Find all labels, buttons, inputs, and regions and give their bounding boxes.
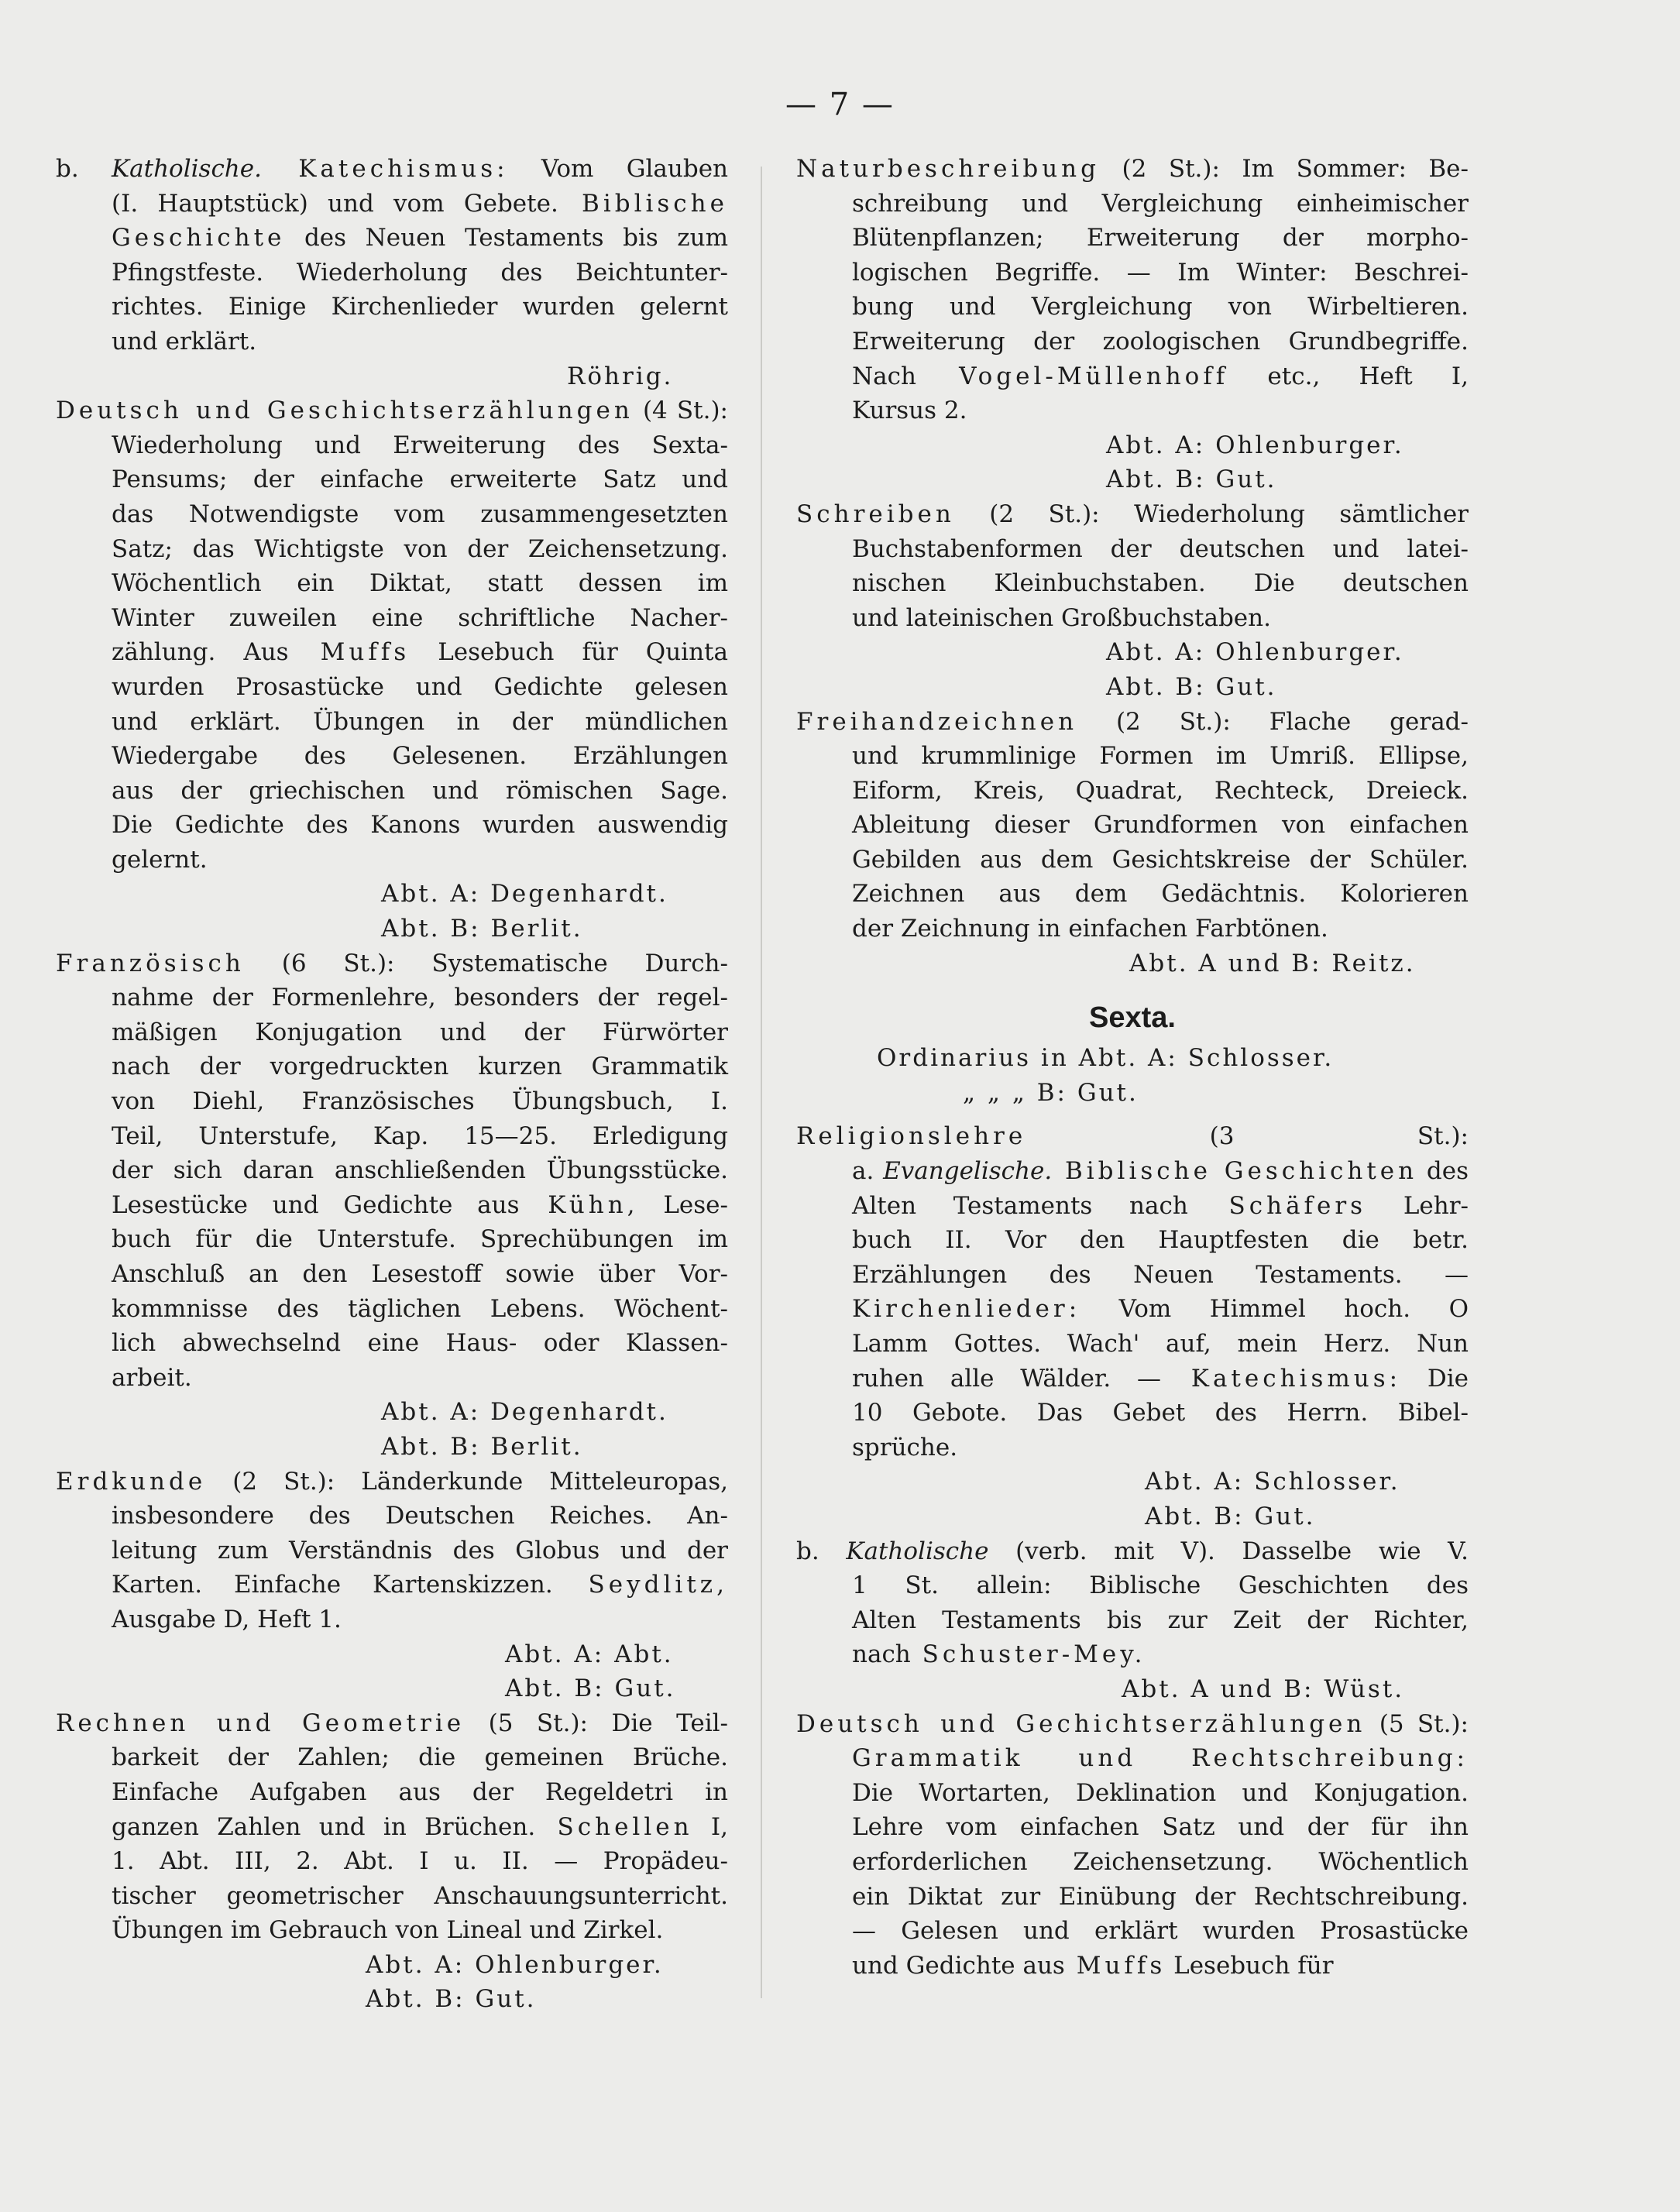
left-column <box>56 152 728 2017</box>
line-text: Alten Testaments nach <box>852 1191 1188 1220</box>
line-text: nach <box>852 1640 911 1669</box>
text-line <box>56 843 728 878</box>
spaced-term: Religionslehre <box>796 1122 1027 1151</box>
line-text: Einfache Aufgaben aus der Regeldetri in <box>112 1778 728 1806</box>
spaced-term: Muffs <box>1064 1951 1166 1980</box>
text-line <box>796 325 1469 359</box>
teacher-signature <box>796 635 1469 670</box>
line-text: Pensums; der einfache erweiterte Satz und <box>112 465 728 494</box>
teacher-signature <box>796 428 1469 463</box>
line-text: von Diehl, Französisches Übungsbuch, I. <box>112 1087 728 1116</box>
teacher-signature <box>796 670 1469 705</box>
line-text: zählung. Aus <box>112 638 289 667</box>
text-line <box>56 1084 728 1119</box>
text-line <box>796 1431 1469 1465</box>
line-text: Alten Testaments bis zur Zeit der Richter, <box>852 1606 1469 1634</box>
section-heading: Sexta. <box>1089 1001 1176 1035</box>
line-text: (5 St.): <box>1366 1709 1469 1738</box>
line-text: Eiform, Kreis, Quadrat, Rechteck, Dreieck. <box>852 776 1469 805</box>
line-text: logischen Begriffe. — Im Winter: Beschrei- <box>852 258 1469 287</box>
text-line <box>56 1499 728 1534</box>
line-text: Teil, Unterstufe, Kap. 15—25. Erledigung <box>112 1121 728 1150</box>
line-text: richtes. Einige Kirchenlieder wurden gelernt <box>112 293 728 321</box>
spaced-term: Schuster-Mey. <box>910 1640 1146 1669</box>
line-text: ruhen alle Wälder. — <box>852 1364 1162 1393</box>
teacher-signature <box>56 912 728 946</box>
text-line <box>796 1119 1469 1154</box>
line-text: (3 St.): <box>1026 1122 1469 1151</box>
teacher-name: Abt. A: Ohlenburger. <box>1106 431 1404 459</box>
text-line <box>56 1257 728 1292</box>
page-number: — 7 — <box>785 87 895 122</box>
text-line <box>796 1776 1469 1811</box>
text-line <box>56 1049 728 1084</box>
section <box>796 152 1469 497</box>
italic-term: Katholische <box>846 1537 989 1565</box>
spaced-term: Kirchenlieder: <box>852 1295 1081 1324</box>
line-text: 10 Gebote. Das Gebet des Herrn. Bibel- <box>852 1399 1469 1427</box>
text-line <box>56 808 728 843</box>
line-text: Wöchentlich ein Diktat, statt dessen im <box>112 569 728 598</box>
text-line <box>796 1292 1469 1327</box>
text-line <box>796 1880 1469 1915</box>
line-text: tischer geometrischer Anschauungsunterricht. <box>112 1881 728 1910</box>
line-text: Vom Himmel hoch. O <box>1080 1295 1469 1324</box>
text-line <box>796 1189 1469 1224</box>
text-line <box>56 1775 728 1810</box>
spaced-term: Schreiben <box>796 500 955 528</box>
spaced-term: Deutsch und Geschichtserzählungen <box>56 397 634 425</box>
right-column <box>796 152 1469 1983</box>
teacher-name: Abt. B: Gut. <box>1106 672 1277 701</box>
line-text: (6 St.): Systematische Durch- <box>244 949 728 977</box>
teacher-signature <box>56 1637 728 1672</box>
text-line <box>796 497 1469 532</box>
list-marker: b. <box>56 155 112 183</box>
text-line <box>796 1741 1469 1776</box>
text-line <box>796 1845 1469 1880</box>
line-text: Erzählungen des Neuen Testaments. — <box>852 1260 1469 1289</box>
line-text: Nach <box>852 362 916 390</box>
teacher-name: Abt. A: Degenhardt. <box>381 1398 668 1427</box>
text-line <box>796 1396 1469 1431</box>
line-text: bung und Vergleichung von Wirbeltieren. <box>852 293 1469 321</box>
line-text: kommnisse des täglichen Lebens. Wöchent- <box>112 1294 728 1323</box>
ordinarius-line <box>796 1076 1469 1111</box>
text-line <box>56 1810 728 1845</box>
line-text: arbeit. <box>112 1363 192 1392</box>
spaced-term: Biblische <box>558 189 728 218</box>
line-text: Wiederholung und Erweiterung des Sexta- <box>112 431 728 459</box>
teacher-signature <box>56 1948 728 1983</box>
section <box>796 1707 1469 1984</box>
teacher-name: Abt. B: Berlit. <box>381 915 583 943</box>
line-text: 1. Abt. III, 2. Abt. I u. II. — Propädeu- <box>112 1847 728 1876</box>
text-line <box>56 1602 728 1637</box>
line-text: das Notwendigste vom zusammengesetzten <box>112 500 728 528</box>
text-line <box>56 1015 728 1050</box>
spaced-term: Rechnen und Geometrie <box>56 1709 466 1737</box>
line-text-rest: Lesebuch für Quinta <box>410 638 728 667</box>
teacher-name: Abt. A: Ohlenburger. <box>1106 638 1404 667</box>
line-text: (4 St.): <box>633 397 728 425</box>
spaced-term: Vogel-Müllenhoff <box>916 362 1229 390</box>
text-line <box>56 981 728 1015</box>
line-text: und erklärt. Übungen in der mündlichen <box>112 707 728 736</box>
spaced-term: Deutsch und Gechichtserzählungen <box>796 1709 1366 1738</box>
text-line <box>796 393 1469 428</box>
teacher-name: Abt. B: Berlit. <box>381 1432 583 1461</box>
text-line <box>796 1327 1469 1362</box>
list-marker: a. <box>852 1157 884 1186</box>
line-text: Die Wortarten, Deklination und Konjugation. <box>852 1778 1469 1807</box>
spaced-term: Biblische Geschichten <box>1052 1157 1418 1186</box>
line-text: nahme der Formenlehre, besonders der regel- <box>112 984 728 1012</box>
line-text: buch II. Vor den Hauptfesten die betr. <box>852 1226 1469 1255</box>
text-line <box>56 428 728 463</box>
line-text: Ableitung dieser Grundformen von einfachen <box>852 811 1469 840</box>
text-line <box>56 290 728 325</box>
line-text: Gebilden aus dem Gesichtskreise der Schüler. <box>852 845 1469 874</box>
section <box>796 497 1469 705</box>
line-text-rest: des <box>1417 1157 1469 1186</box>
teacher-signature <box>796 946 1469 981</box>
text-line <box>56 1188 728 1223</box>
teacher-name: Abt. A und B: Wüst. <box>1122 1674 1405 1703</box>
list-marker: b. <box>796 1537 847 1565</box>
line-text: wurden Prosastücke und Gedichte gelesen <box>112 672 728 701</box>
line-text: Karten. Einfache Kartenskizzen. <box>112 1571 553 1599</box>
line-text: (2 St.): Im Sommer: Be- <box>1099 155 1469 183</box>
line-text: Lesestücke und Gedichte aus <box>112 1190 520 1219</box>
teacher-name: Abt. A: Ohlenburger. <box>366 1950 664 1979</box>
text-line <box>56 1568 728 1602</box>
text-line <box>56 532 728 567</box>
line-text: des Neuen Testaments bis zum <box>285 224 728 252</box>
text-line <box>796 705 1469 740</box>
line-text-rest: Lese- <box>638 1190 728 1219</box>
line-text-rest: Lehr- <box>1366 1191 1469 1220</box>
text-line <box>796 1637 1469 1672</box>
teacher-name: Abt. A: Abt. <box>505 1640 674 1668</box>
line-text-rest: Lesebuch für <box>1166 1951 1334 1980</box>
spaced-term: Kühn, <box>519 1190 639 1219</box>
line-text: Wiedergabe des Gelesenen. Erzählungen <box>112 742 728 771</box>
line-text-rest: etc., Heft I, <box>1228 362 1469 390</box>
text-line <box>56 1740 728 1775</box>
teacher-signature <box>56 1982 728 2017</box>
text-line <box>56 670 728 705</box>
line-text: (verb. mit V). Dasselbe wie V. <box>988 1537 1469 1565</box>
text-line <box>796 1223 1469 1258</box>
spaced-term: Französisch <box>56 949 245 977</box>
spaced-term: Naturbeschreibung <box>796 155 1100 183</box>
text-line <box>56 462 728 497</box>
text-line <box>56 946 728 981</box>
spaced-term: Seydlitz, <box>552 1571 728 1599</box>
italic-term: Katholische. <box>111 155 262 183</box>
text-line <box>56 187 728 222</box>
section <box>56 1706 728 2017</box>
section <box>56 393 728 946</box>
text-line <box>796 1534 1469 1569</box>
teacher-signature <box>56 359 728 394</box>
line-text: der sich daran anschließenden Übungsstücke. <box>112 1156 728 1185</box>
line-text: gelernt. <box>112 845 208 874</box>
text-line <box>796 1154 1469 1189</box>
ordinarius-line <box>796 1041 1469 1076</box>
teacher-signature <box>796 1465 1469 1499</box>
italic-term: Evangelische. <box>883 1157 1053 1186</box>
teacher-signature <box>56 877 728 912</box>
text-line <box>56 1879 728 1914</box>
line-text: aus der griechischen und römischen Sage. <box>112 776 728 805</box>
text-line <box>796 256 1469 290</box>
line-text: Lehre vom einfachen Satz und der für ihn <box>852 1813 1469 1842</box>
text-line <box>56 1534 728 1568</box>
column-divider <box>761 167 762 1998</box>
line-text: erforderlichen Zeichensetzung. Wöchentlich <box>852 1847 1469 1876</box>
teacher-signature <box>56 1430 728 1465</box>
line-text: insbesondere des Deutschen Reiches. An- <box>112 1502 728 1530</box>
line-text: Ausgabe D, Heft 1. <box>112 1605 342 1633</box>
line-text: (2 St.): Flache gerad- <box>1077 707 1469 736</box>
text-line <box>796 1949 1469 1984</box>
line-text: (2 St.): Länderkunde Mitteleuropas, <box>206 1467 728 1496</box>
spaced-term: Schäfers <box>1187 1191 1367 1220</box>
section <box>56 152 728 393</box>
section <box>796 1119 1469 1534</box>
line-text: nach der vorgedruckten kurzen Grammatik <box>112 1053 728 1081</box>
line-text: und erklärt. <box>112 327 257 356</box>
line-text: leitung zum Verständnis des Globus und der <box>112 1536 728 1565</box>
teacher-name: Abt. B: Gut. <box>505 1674 676 1703</box>
line-text: mäßigen Konjugation und der Fürwörter <box>112 1018 728 1046</box>
text-line <box>56 152 728 187</box>
spaced-term: Katechismus: <box>261 155 509 183</box>
text-line <box>56 705 728 740</box>
line-text: Pfingstfeste. Wiederholung des Beichtunter- <box>112 258 728 287</box>
line-text: Die Gedichte des Kanons wurden auswendig <box>112 811 728 840</box>
teacher-signature <box>796 462 1469 497</box>
text-line <box>796 152 1469 187</box>
text-line <box>56 1361 728 1396</box>
ordinarius-text: Ordinarius in Abt. A: Schlosser. <box>877 1044 1335 1073</box>
line-text: Winter zuweilen eine schriftliche Nacher- <box>112 603 728 632</box>
text-line <box>796 877 1469 912</box>
text-line <box>56 1153 728 1188</box>
spaced-term: Katechismus: <box>1161 1364 1402 1393</box>
line-text: ganzen Zahlen und in Brüchen. <box>112 1812 536 1841</box>
line-text: Zeichnen aus dem Gedächtnis. Kolorieren <box>852 880 1469 908</box>
text-line <box>796 808 1469 843</box>
teacher-name: Abt. A: Schlosser. <box>1145 1468 1400 1496</box>
text-line <box>56 393 728 428</box>
text-line <box>796 601 1469 636</box>
teacher-name: Abt. A: Degenhardt. <box>381 880 668 908</box>
line-text-rest: Die <box>1401 1364 1469 1393</box>
line-text: schreibung und Vergleichung einheimischer <box>852 189 1469 218</box>
text-line <box>796 221 1469 256</box>
section <box>796 1534 1469 1707</box>
text-line <box>56 1292 728 1327</box>
line-text: und krummlinige Formen im Umriß. Ellipse, <box>852 742 1469 771</box>
line-text: nischen Kleinbuchstaben. Die deutschen <box>852 569 1469 598</box>
text-line <box>56 1222 728 1257</box>
text-line <box>56 1706 728 1741</box>
text-line <box>796 532 1469 567</box>
line-text: Satz; das Wichtigste von der Zeichensetzung. <box>112 534 728 563</box>
spaced-term: Erdkunde <box>56 1467 207 1496</box>
text-line <box>56 1326 728 1361</box>
text-line <box>796 359 1469 394</box>
line-text: ein Diktat zur Einübung der Rechtschreibung. <box>852 1882 1469 1911</box>
line-text: Erweiterung der zoologischen Grundbegriffe. <box>852 327 1469 356</box>
section <box>796 705 1469 981</box>
line-text-rest: I, <box>692 1812 728 1841</box>
text-line <box>56 601 728 636</box>
text-line <box>56 221 728 256</box>
text-line <box>796 1568 1469 1603</box>
text-line <box>56 1844 728 1879</box>
text-line <box>796 1603 1469 1638</box>
spaced-term: Muffs <box>288 638 411 667</box>
text-line <box>56 774 728 809</box>
line-text: und Gedichte aus <box>852 1951 1065 1980</box>
line-text: der Zeichnung in einfachen Farbtönen. <box>852 915 1328 943</box>
teacher-signature <box>56 1671 728 1706</box>
teacher-name: Röhrig. <box>567 362 674 390</box>
line-text: — Gelesen und erklärt wurden Prosastücke <box>852 1917 1469 1946</box>
text-line <box>796 1258 1469 1293</box>
line-text: barkeit der Zahlen; die gemeinen Brüche. <box>112 1743 728 1772</box>
text-line <box>796 1914 1469 1949</box>
line-text: und lateinischen Großbuchstaben. <box>852 603 1271 632</box>
ordinarius-text: „ „ „ B: Gut. <box>963 1078 1139 1107</box>
line-text: (5 St.): Die Teil- <box>465 1709 729 1737</box>
line-text: Kursus 2. <box>852 397 967 425</box>
text-line <box>796 843 1469 878</box>
text-line <box>56 325 728 359</box>
teacher-name: Abt. B: Gut. <box>1106 465 1277 494</box>
text-line <box>796 774 1469 809</box>
text-line <box>56 497 728 532</box>
spaced-term: Schellen <box>535 1812 693 1841</box>
spaced-term: Geschichte <box>112 224 286 252</box>
teacher-name: Abt. A und B: Reitz. <box>1129 949 1416 977</box>
section <box>56 946 728 1465</box>
text-line <box>56 1119 728 1154</box>
line-text: 1 St. allein: Biblische Geschichten des <box>852 1571 1469 1600</box>
text-line <box>56 1913 728 1948</box>
text-line <box>796 1707 1469 1742</box>
line-text: sprüche. <box>852 1433 958 1462</box>
text-line <box>796 290 1469 325</box>
spaced-term: Freihandzeichnen <box>796 707 1078 736</box>
line-text: buch für die Unterstufe. Sprechübungen im <box>112 1225 728 1254</box>
section <box>56 1465 728 1706</box>
line-text: (I. Hauptstück) und vom Gebete. <box>112 189 558 218</box>
text-line <box>56 635 728 670</box>
text-line <box>796 566 1469 601</box>
spaced-term: Grammatik und Rechtschreibung: <box>852 1744 1469 1773</box>
text-line <box>796 1362 1469 1396</box>
teacher-signature <box>796 1672 1469 1707</box>
text-line <box>56 566 728 601</box>
line-text: Blütenpflanzen; Erweiterung der morpho- <box>852 224 1469 252</box>
text-line <box>796 912 1469 946</box>
teacher-signature <box>56 1395 728 1430</box>
line-text: lich abwechselnd eine Haus- oder Klassen- <box>112 1329 728 1358</box>
text-line <box>56 256 728 290</box>
text-line <box>796 1810 1469 1845</box>
teacher-signature <box>796 1499 1469 1534</box>
line-text: Anschluß an den Lesestoff sowie über Vor- <box>112 1260 728 1288</box>
text-line <box>56 1465 728 1499</box>
line-text: Lamm Gottes. Wach' auf, mein Herz. Nun <box>852 1330 1469 1358</box>
teacher-name: Abt. B: Gut. <box>1145 1502 1316 1530</box>
text-line <box>56 739 728 774</box>
line-text: (2 St.): Wiederholung sämtlicher <box>954 500 1469 528</box>
line-text: Übungen im Gebrauch von Lineal und Zirkel. <box>112 1916 664 1945</box>
line-text: Buchstabenformen der deutschen und latei- <box>852 534 1469 563</box>
text-line <box>796 739 1469 774</box>
text-line <box>796 187 1469 222</box>
line-text-rest: Vom Glauben <box>508 155 729 183</box>
teacher-name: Abt. B: Gut. <box>366 1985 537 2014</box>
